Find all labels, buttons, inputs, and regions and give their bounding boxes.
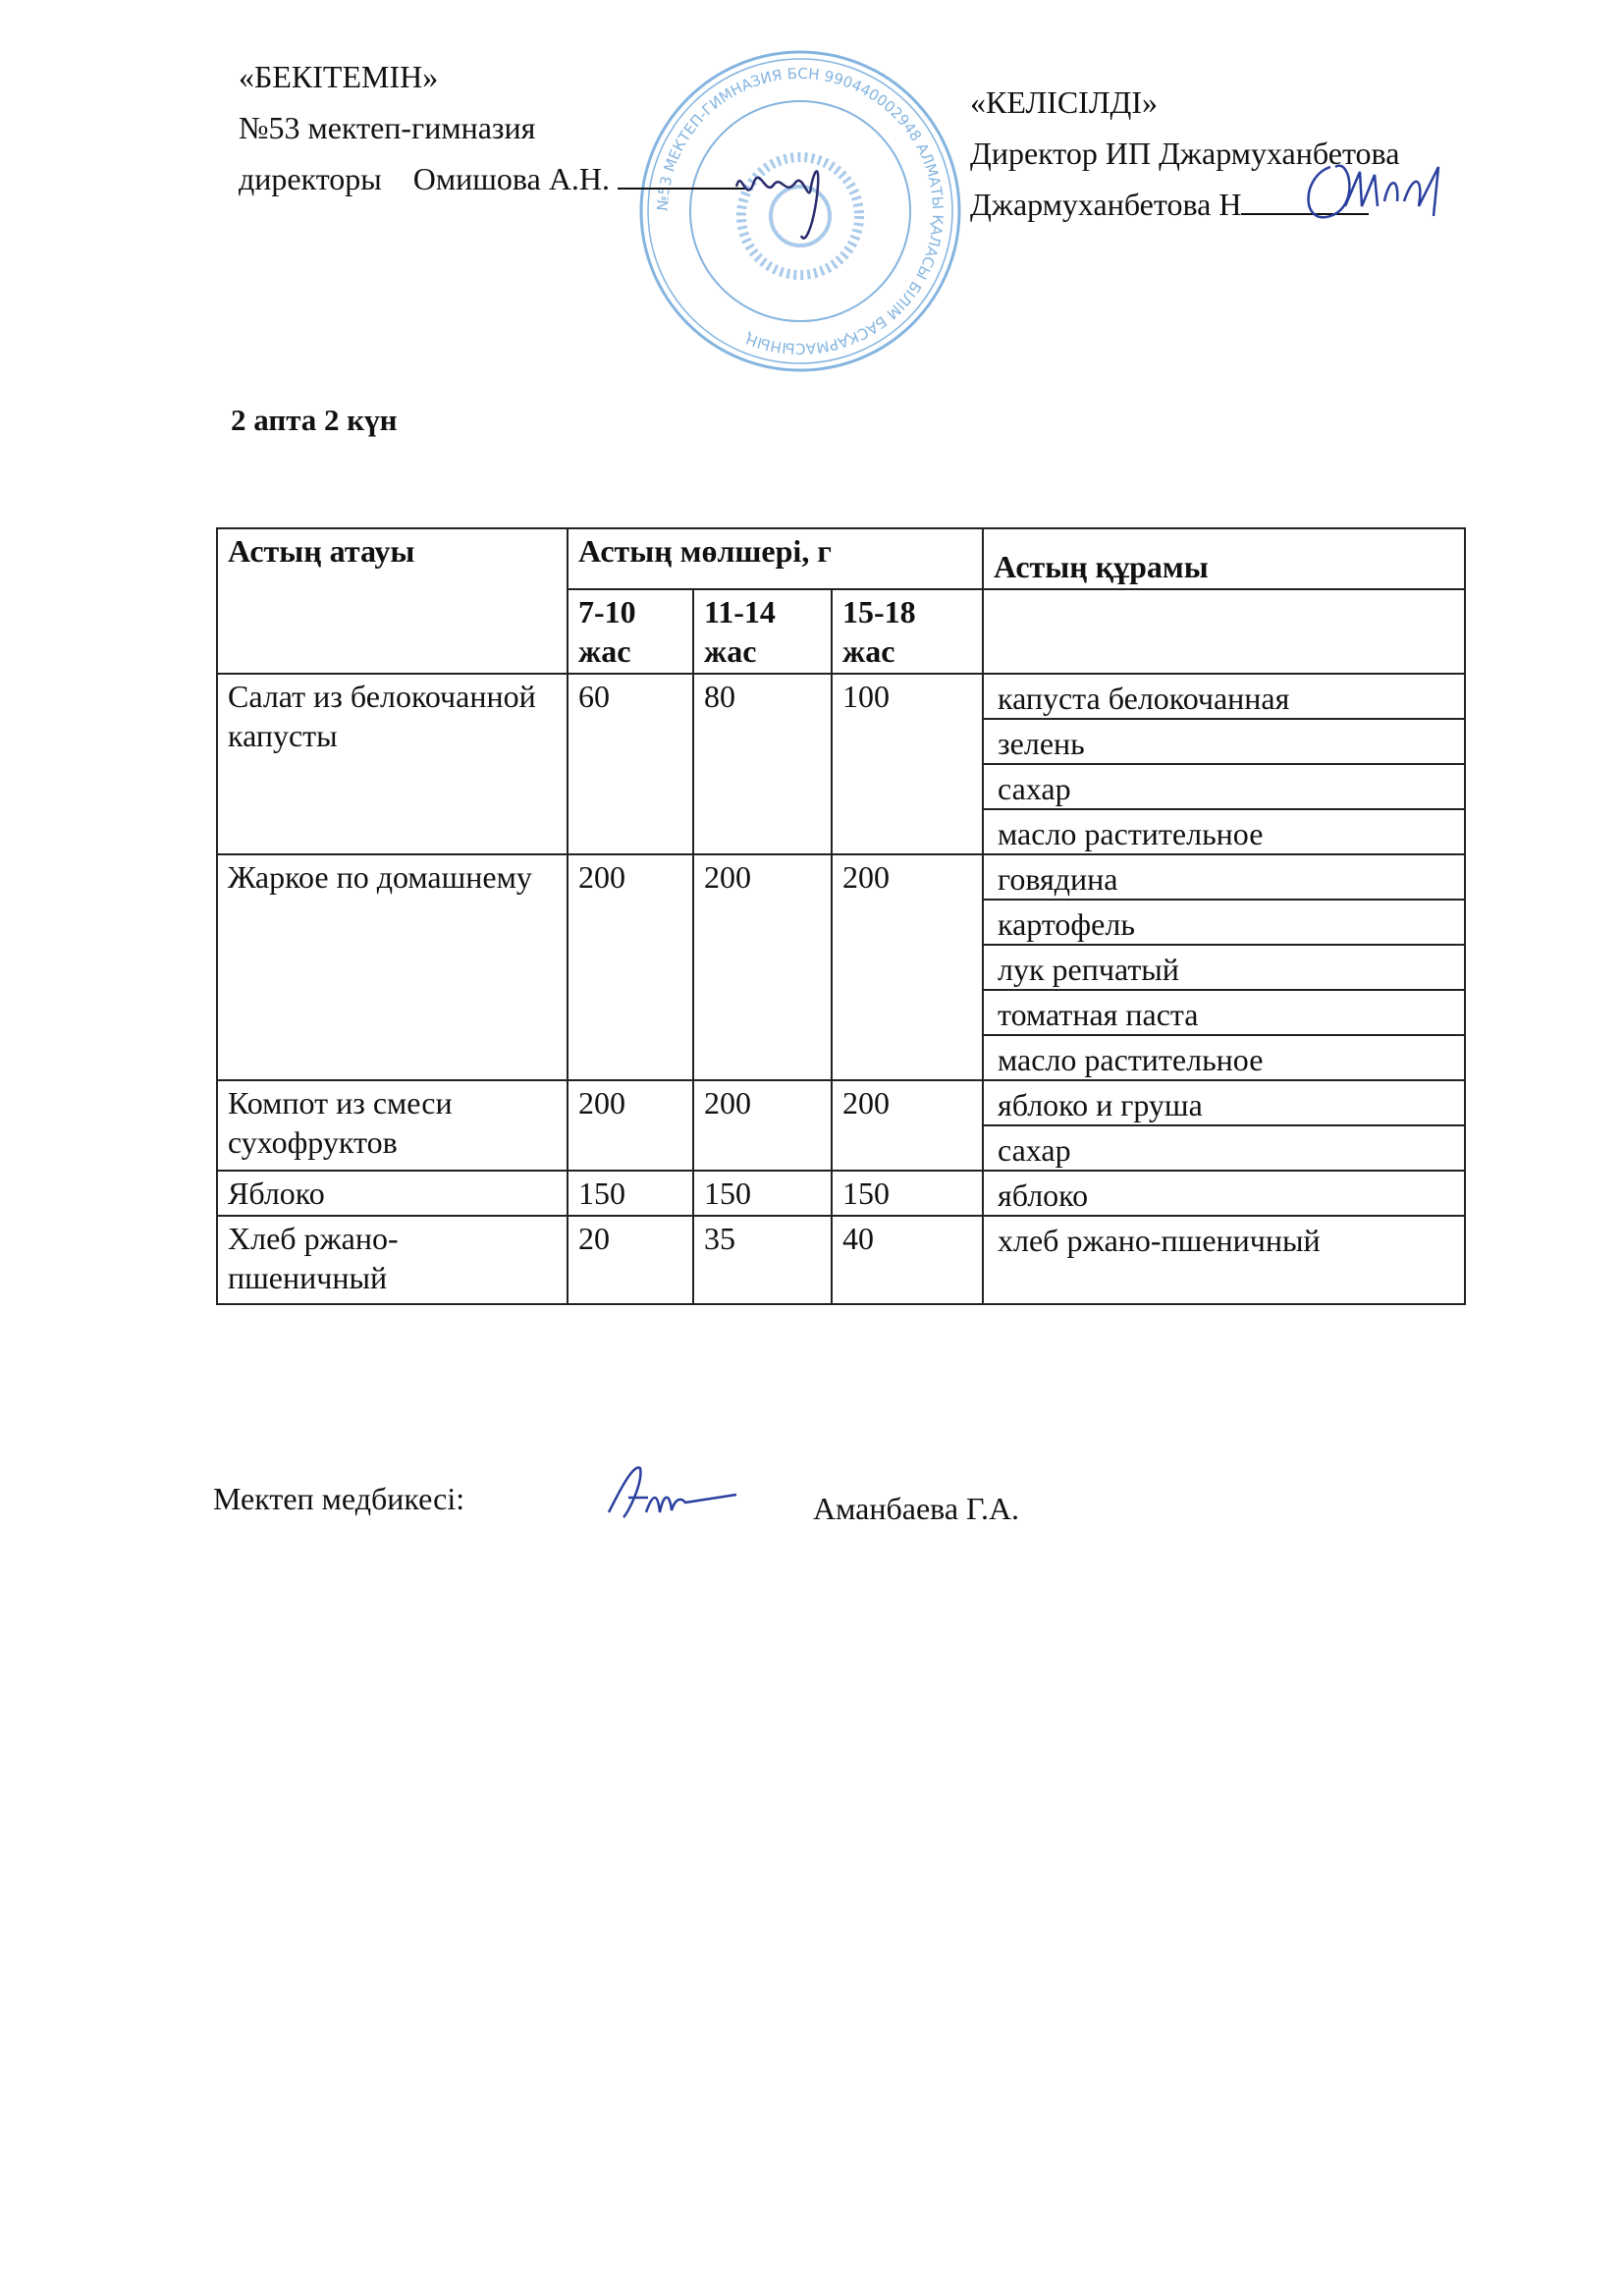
director-signature	[727, 147, 844, 255]
amount-11-14: 35	[693, 1216, 832, 1304]
header-age-11-14: 11-14 жас	[693, 589, 832, 674]
amount-15-18: 150	[832, 1171, 983, 1216]
approval-left	[239, 51, 745, 204]
amount-15-18: 200	[832, 854, 983, 1080]
dish-name: Яблоко	[217, 1171, 568, 1216]
approval-left-name: Омишова А.Н.	[412, 161, 611, 196]
menu-table	[216, 527, 1466, 1305]
approval-right-name: Джармуханбетова Н	[970, 187, 1242, 222]
approval-left-position: директоры	[239, 161, 382, 196]
header-empty	[983, 589, 1465, 674]
amount-11-14: 80	[693, 674, 832, 854]
day-label: 2 апта 2 күн	[231, 403, 398, 437]
dish-name: Салат из белокочанной капусты	[217, 674, 568, 854]
stamp-text: №53 МЕКТЕП-ГИМНАЗИЯ БСН 990440002948 АЛМАТЫ ҚАЛАСЫ БІЛІМ БАСҚАРМАСЫНЫҢ	[653, 64, 947, 358]
approval-left-title: «БЕКІТЕМІН»	[239, 59, 439, 94]
ingredient: картофель	[983, 900, 1465, 945]
amount-7-10: 200	[568, 854, 693, 1080]
ingredient: масло растительное	[983, 1035, 1465, 1080]
header-age-15-18: 15-18 жас	[832, 589, 983, 674]
amount-11-14: 200	[693, 1080, 832, 1171]
ingredient: яблоко и груша	[983, 1080, 1465, 1125]
ingredient: говядина	[983, 854, 1465, 900]
ingredient: сахар	[983, 764, 1465, 809]
dish-name: Компот из смеси сухофруктов	[217, 1080, 568, 1171]
ingredient: масло растительное	[983, 809, 1465, 854]
nurse-label: Мектеп медбикесі:	[213, 1481, 465, 1516]
amount-11-14: 150	[693, 1171, 832, 1216]
amount-15-18: 40	[832, 1216, 983, 1304]
header-amount: Астың мөлшері, г	[568, 528, 983, 589]
ingredient: хлеб ржано-пшеничный	[983, 1216, 1465, 1304]
ingredient: капуста белокочанная	[983, 674, 1465, 719]
amount-15-18: 200	[832, 1080, 983, 1171]
table-row	[217, 1216, 1465, 1304]
menu-table-body	[217, 674, 1465, 1304]
header-composition: Астың құрамы	[983, 528, 1465, 589]
dish-name: Хлеб ржано-пшеничный	[217, 1216, 568, 1304]
ingredient: сахар	[983, 1125, 1465, 1171]
amount-7-10: 200	[568, 1080, 693, 1171]
approval-right-position: Директор ИП Джармуханбетова	[970, 136, 1400, 171]
header-name: Астың атауы	[217, 528, 568, 674]
nurse-signature	[599, 1453, 746, 1532]
table-row	[217, 1171, 1465, 1216]
ingredient: яблоко	[983, 1171, 1465, 1216]
approval-right-title: «КЕЛІСІЛДІ»	[970, 84, 1159, 120]
ingredient: томатная паста	[983, 990, 1465, 1035]
header-age-7-10: 7-10 жас	[568, 589, 693, 674]
amount-7-10: 150	[568, 1171, 693, 1216]
amount-11-14: 200	[693, 854, 832, 1080]
agreement-signature	[1301, 147, 1468, 236]
ingredient: лук репчатый	[983, 945, 1465, 990]
amount-7-10: 60	[568, 674, 693, 854]
amount-7-10: 20	[568, 1216, 693, 1304]
table-row	[217, 854, 1465, 900]
table-row	[217, 1080, 1465, 1125]
dish-name: Жаркое по домашнему	[217, 854, 568, 1080]
nurse-name: Аманбаева Г.А.	[813, 1491, 1020, 1526]
ingredient: зелень	[983, 719, 1465, 764]
table-row	[217, 674, 1465, 719]
amount-15-18: 100	[832, 674, 983, 854]
approval-left-org: №53 мектеп-гимназия	[239, 110, 536, 145]
